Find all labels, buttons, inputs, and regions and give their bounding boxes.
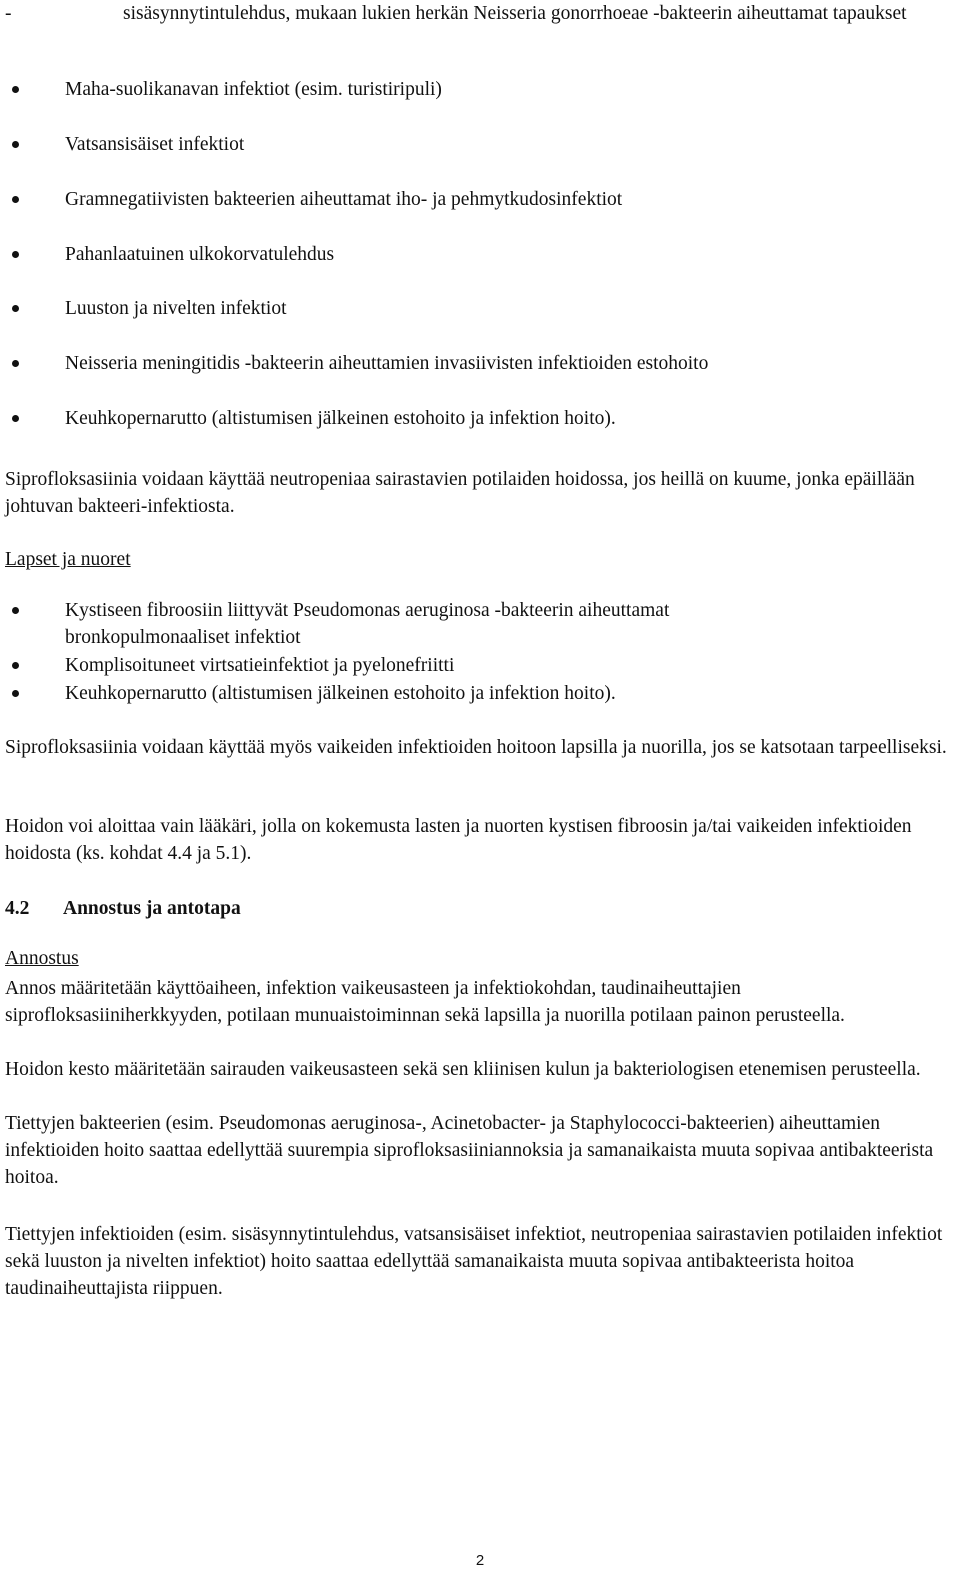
- bullet-icon: [12, 251, 19, 258]
- paragraph-children-severe: Siprofloksasiinia voidaan käyttää myös vaikeiden infektioiden hoitoon lapsilla ja nuorilla, jos se katsotaan tarpeelliseksi.: [5, 737, 947, 758]
- section-number: 4.2: [5, 898, 30, 919]
- bullet-icon: [12, 360, 19, 367]
- list-item-text: Maha-suolikanavan infektiot (esim. turistiripuli): [65, 79, 442, 100]
- list-item-text: Komplisoituneet virtsatieinfektiot ja pyelonefriitti: [65, 655, 455, 676]
- list-item-text: Keuhkopernarutto (altistumisen jälkeinen estohoito ja infektion hoito).: [65, 408, 616, 429]
- paragraph-neutropenia: Siprofloksasiinia voidaan käyttää neutropeniaa sairastavien potilaiden hoidossa, jos heillä on kuume, jonka epäillään johtuvan bakteeri-infektiosta.: [5, 469, 915, 517]
- bullet-icon: [12, 196, 19, 203]
- list-item-text: Kystiseen fibroosiin liittyvät Pseudomonas aeruginosa -bakteerin aiheuttamat bronkopulmonaaliset infektiot: [65, 600, 670, 648]
- dash-item-text: sisäsynnytintulehdus, mukaan lukien herkän Neisseria gonorrhoeae -bakteerin aiheuttamat tapaukset: [123, 3, 907, 24]
- section-heading: [5, 895, 955, 922]
- page-number: 2: [475, 1552, 485, 1569]
- bullet-icon: [12, 86, 19, 93]
- paragraph-physician: Hoidon voi aloittaa vain lääkäri, jolla on kokemusta lasten ja nuorten kystisen fibroosin ja/tai vaikeiden infektioiden hoidosta (ks. kohdat 4.4 ja 5.1).: [5, 816, 912, 864]
- dash-marker: -: [5, 3, 12, 24]
- bullet-icon: [12, 305, 19, 312]
- paragraph-dose-determination: Annos määritetään käyttöaiheen, infektion vaikeusasteen ja infektiokohdan, taudinaiheuttajien siprofloksasiiniherkkyyden, potilaan munuaistoiminnan sekä lapsilla ja nuorilla potilaan painon perusteella.: [5, 978, 845, 1026]
- subheading-dosage: Annostus: [5, 948, 79, 969]
- bullet-icon: [12, 415, 19, 422]
- paragraph-combination-therapy: Tiettyjen infektioiden (esim. sisäsynnytintulehdus, vatsansisäiset infektiot, neutropeniaa sairastavien potilaiden infektiot sekä luuston ja nivelten infektiot) hoito saattaa edellyttää samanaikaista muuta sopivaa antibakteerista hoitoa taudinaiheuttajista riippuen.: [5, 1224, 943, 1299]
- bullet-icon: [12, 141, 19, 148]
- list-item-text: Gramnegatiivisten bakteerien aiheuttamat iho- ja pehmytkudosinfektiot: [65, 189, 623, 210]
- section-title: Annostus ja antotapa: [63, 898, 241, 919]
- bullet-icon: [12, 607, 19, 614]
- paragraph-treatment-duration: Hoidon kesto määritetään sairauden vaikeusasteen sekä sen kliinisen kulun ja bakteriologisen etenemisen perusteella.: [5, 1059, 921, 1080]
- bullet-icon: [12, 662, 19, 669]
- list-item-text: Neisseria meningitidis -bakteerin aiheuttamien invasiivisten infektioiden estohoito: [65, 353, 709, 374]
- list-item-text: Vatsansisäiset infektiot: [65, 134, 245, 155]
- subheading-children: Lapset ja nuoret: [5, 549, 131, 570]
- paragraph-higher-doses: Tiettyjen bakteerien (esim. Pseudomonas aeruginosa-, Acinetobacter- ja Staphylococci-bakteerien) aiheuttamien infektioiden hoito saattaa edellyttää suurempia siprofloksasiiniannoksia ja samanaikaista muuta sopivaa antibakteerista hoitoa.: [5, 1113, 934, 1188]
- list-item-text: Keuhkopernarutto (altistumisen jälkeinen estohoito ja infektion hoito).: [65, 683, 616, 704]
- list-item-text: Luuston ja nivelten infektiot: [65, 298, 287, 319]
- bullet-icon: [12, 690, 19, 697]
- list-item-text: Pahanlaatuinen ulkokorvatulehdus: [65, 244, 335, 265]
